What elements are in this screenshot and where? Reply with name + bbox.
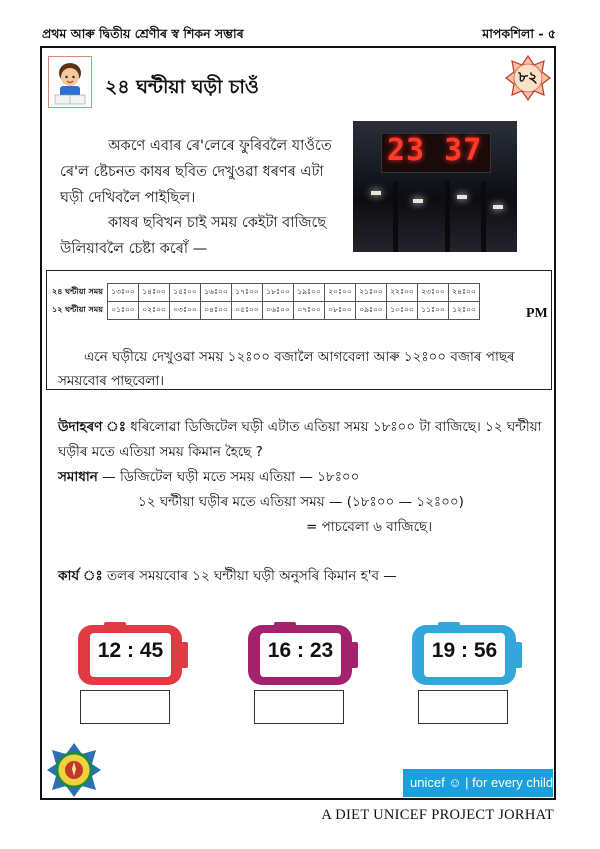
solution-text-2: ১২ ঘন্টীয়া ঘড়ীৰ মতে এতিয়া সময় — (১৮ঃ০০ — ১২ঃ০০) [138,494,464,510]
table-cell: ০৩ঃ০০ [169,302,200,320]
example-label: উদাহৰণ ঃ [58,419,126,435]
answer-box-1[interactable] [80,690,170,724]
table-cell: ২০ঃ০০ [324,284,355,302]
photo-clock-time: 23 37 [387,133,483,168]
platform-lamp [371,191,381,195]
header-chapter: মাপকশিলা - ৫ [482,26,556,41]
task-label: কাৰ্য ঃ [58,568,103,584]
time-conversion-table [50,283,480,320]
example-text-1: ধৰিলোৱা ডিজিটেল ঘড়ী এটাত এতিয়া সময় ১৮ঃ০০ টা বাজিছে। ১২ ঘন্টীয়া [130,419,542,435]
task-text: তলৰ সময়বোৰ ১২ ঘন্টীয়া ঘড়ী অনুসৰি কিমান হ'ব — [107,568,397,584]
unicef-logo: unicef ☺ | for every child [403,769,553,797]
student-reading-icon [48,56,92,108]
table-cell: ১৪ঃ০০ [138,284,169,302]
table-cell: ১২ঃ০০ [448,302,479,320]
table-cell: ১১ঃ০০ [417,302,448,320]
table-cell: ০১ঃ০০ [107,302,138,320]
platform-pillar [393,181,398,252]
footer-credit: A DIET UNICEF PROJECT JORHAT [321,807,554,823]
page-title: ২৪ ঘন্টীয়া ঘড়ী চাওঁ [105,76,259,98]
table-cell: ১৩ঃ০০ [107,284,138,302]
table-cell: ২৪ঃ০০ [448,284,479,302]
table-row [50,284,479,302]
example-line-1 [58,416,542,439]
clock-time: 12 : 45 [97,639,164,662]
table-cell: ০৫ঃ০০ [231,302,262,320]
clock-time: 16 : 23 [267,639,334,662]
row-label-12h: ১২ ঘন্টীয়া সময় [52,305,103,314]
table-row [50,302,479,320]
table-cell: ১৬ঃ০০ [200,284,231,302]
row-label-24h: ২৪ ঘন্টীয়া সময় [52,287,103,296]
table-cell: ২৩ঃ০০ [417,284,448,302]
diet-emblem-icon [46,742,102,798]
intro-text: অকণে এবাৰ ৰে'লেৰে ফুৰিবলৈ যাওঁতে ৰে'ল ষ্টেচনত কাষৰ ছবিত দেখুওৱা ধৰণৰ এটা ঘড়ী দেখিবলৈ পাইছিল। [60,138,332,206]
platform-lamp [493,205,503,209]
table-cell: ০৭ঃ০০ [293,302,324,320]
table-cell: ০২ঃ০০ [138,302,169,320]
table-cell: ০৪ঃ০০ [200,302,231,320]
example-text-2: ঘড়ীৰ মতে এতিয়া সময় কিমান হৈছে ? [58,444,263,460]
page-number: ৮২ [518,68,538,86]
table-cell: ০৮ঃ০০ [324,302,355,320]
pm-label: PM [526,306,548,321]
platform-pillar [481,181,486,252]
table-cell: ০৬ঃ০০ [262,302,293,320]
table-note-text: এনে ঘড়ীয়ে দেখুওৱা সময় ১২ঃ০০ বজালৈ আগবেলা আৰু ১২ঃ০০ বজাৰ পাছৰ সময়বোৰ পাছবেলা। [58,349,515,389]
table-cell: ০৯ঃ০০ [355,302,386,320]
answer-box-2[interactable] [254,690,344,724]
intro-question [60,210,350,262]
station-clock-photo [353,121,517,252]
table-cell: ২১ঃ০০ [355,284,386,302]
table-cell: ২২ঃ০০ [386,284,417,302]
header-book-title: প্ৰথম আৰু দ্বিতীয় শ্ৰেণীৰ স্ব শিকন সম্ভাৰ [42,26,244,41]
table-cell: ১৭ঃ০০ [231,284,262,302]
platform-lamp [413,199,423,203]
platform-pillar [445,181,450,252]
answer-box-3[interactable] [418,690,508,724]
solution-text-3: = পাচবেলা ৬ বাজিছে। [306,519,433,535]
page-number-badge [505,55,551,101]
table-cell: ১৮ঃ০০ [262,284,293,302]
intro-paragraph [60,133,350,211]
table-cell: ১৫ঃ০০ [169,284,200,302]
platform-lamp [457,195,467,199]
solution-text-1: — ডিজিটেল ঘড়ী মতে সময় এতিয়া — ১৮ঃ০০ [102,469,360,485]
intro-question-text: কাষৰ ছবিখন চাই সময় কেইটা বাজিছে উলিয়াবলৈ চেষ্টা কৰোঁ — [60,215,327,257]
solution-line-1 [58,466,359,489]
task-line [58,565,397,588]
table-cell: ১০ঃ০০ [386,302,417,320]
clock-time: 19 : 56 [431,639,498,662]
table-cell: ১৯ঃ০০ [293,284,324,302]
table-note [58,345,538,393]
solution-label: সমাধান [58,469,98,485]
